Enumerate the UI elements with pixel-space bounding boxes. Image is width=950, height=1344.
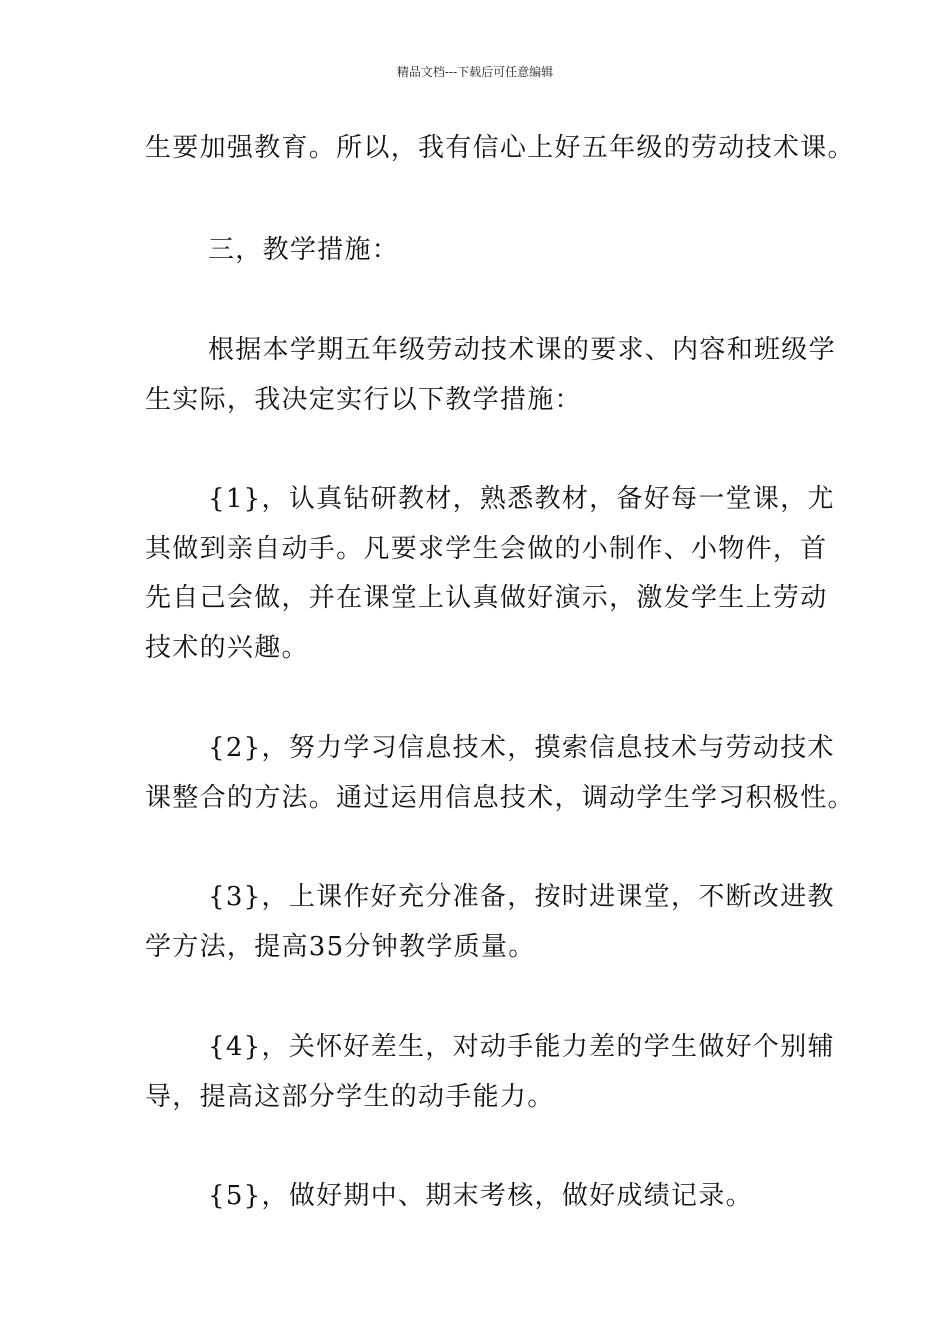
list-item-line: {2}，努力学习信息技术，摸索信息技术与劳动技术 — [208, 733, 835, 763]
list-item-line: 其做到亲自动手。凡要求学生会做的小制作、小物件，首 — [145, 534, 828, 564]
paragraph-line: 根据本学期五年级劳动技术课的要求、内容和班级学 — [208, 335, 836, 365]
list-item-line: 课整合的方法。通过运用信息技术，调动学生学习积极性。 — [145, 783, 855, 813]
list-item-line: {1}，认真钻研教材，熟悉教材，备好每一堂课，尤 — [208, 484, 835, 514]
list-item-line: {5}，做好期中、期末考核，做好成绩记录。 — [208, 1181, 753, 1211]
paragraph-line: 生要加强教育。所以，我有信心上好五年级的劳动技术课。 — [145, 133, 855, 163]
list-item-line: {3}，上课作好充分准备，按时进课堂，不断改进教 — [208, 882, 835, 912]
list-item-line: {4}，关怀好差生，对动手能力差的学生做好个别辅 — [208, 1032, 835, 1062]
list-item-line: 技术的兴趣。 — [145, 633, 309, 663]
list-item-line: 学方法，提高35分钟教学质量。 — [145, 932, 536, 962]
list-item-line: 导，提高这部分学生的动手能力。 — [145, 1082, 555, 1112]
list-item-line: 先自己会做，并在课堂上认真做好演示，激发学生上劳动 — [145, 583, 828, 613]
section-heading: 三，教学措施： — [208, 235, 400, 265]
page-header: 精品文档---下载后可任意编辑 — [396, 65, 554, 79]
paragraph-line: 生实际，我决定实行以下教学措施： — [145, 385, 582, 415]
